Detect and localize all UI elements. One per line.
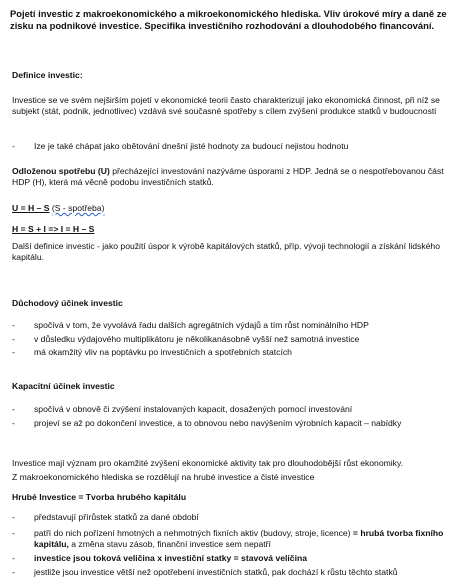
bullet-text <box>34 528 458 550</box>
bullet-text: Ize je také chápat jako obětování dnešní jisté hodnoty za budoucí nejistou hodnotu <box>34 141 349 151</box>
bullet-dash: - <box>12 553 15 563</box>
definice-paragraph: Investice se ve svém nejširším pojetí v ekonomické teorii často charakterizují jako ekonomická činnost, při níž se subjekt (stát, podnik, jednotlivec) vzdává své současné spotřeby s cílem zvýšení produkce statků v budoucnosti <box>12 95 440 116</box>
vyznam-paragraph: Investice mají význam pro okamžité zvýšení ekonomické aktivity tak pro dlouhodobější růst ekonomiky. <box>12 458 404 468</box>
bullet-text: jestliže jsou investice větší než opotřebení investičních statků, pak dochází k růstu těchto statků <box>34 567 398 577</box>
bullet-dash: - <box>12 320 15 330</box>
section-heading-duchodovy: Důchodový účinek investic <box>12 298 123 308</box>
odlozena-spotreba-paragraph <box>12 166 458 188</box>
bullet-text-tail: a změna stavu zásob, finanční investice sem nepatří <box>68 539 271 549</box>
paragraph-text: přecházející investování nazýváme úsporami z HDP. Jedná se o nespotřebovanou část HDP (H), která má věcně podobu investičních statků. <box>12 166 444 187</box>
bullet-dash: - <box>12 528 15 538</box>
bullet-dash: - <box>12 404 15 414</box>
bullet-text: spočívá v obnově či zvýšení instalovaných kapacit, dosažených pomocí investování <box>34 404 353 414</box>
bullet-dash: - <box>12 347 15 357</box>
formula-text: H = S + I => I = H – S <box>12 224 95 234</box>
formula-note: (S - spotřeba) <box>51 203 105 213</box>
bullet-text-bold: = hrubá tvorba fixního kapitálu, <box>34 528 444 549</box>
bullet-text-normal: patří do nich pořízení hmotných a nehmotných fixních aktiv (budovy, stroje, licence) <box>34 528 353 538</box>
bullet-dash: - <box>12 141 15 151</box>
formula-investment <box>12 224 458 235</box>
document-title: Pojetí investic z makroekonomického a mikroekonomického hlediska. Vliv úrokové míry a daně ze zisku na podnikové investice. Specifika investičního rozhodování a dlouhodobého financování. <box>10 8 447 31</box>
bullet-text: má okamžitý vliv na poptávku po investičních a spotřebních statcích <box>34 347 292 357</box>
bullet-dash: - <box>12 418 15 428</box>
section-heading-definice: Definice investic: <box>12 70 83 80</box>
bullet-text: spočívá v tom, že vyvolává řadu dalších agregátních výdajů a tím růst nominálního HDP <box>34 320 369 330</box>
bullet-text: v důsledku výdajového multiplikátoru je několikanásobně vyšší než samotná investice <box>34 334 360 344</box>
section-heading-hrube-investice: Hrubé Investice = Tvorba hrubého kapitálu <box>12 492 187 502</box>
formula-savings <box>12 203 458 214</box>
bullet-text: investice jsou toková veličina x investiční statky = stavová veličina <box>34 553 307 563</box>
formula-main: U = H – S <box>12 203 50 213</box>
bullet-text: projeví se až po dokončení investice, a to obnovou nebo navýšením výrobních kapacit – nabídky <box>34 418 402 428</box>
bullet-dash: - <box>12 334 15 344</box>
section-heading-kapacitni: Kapacitní účinek investic <box>12 381 115 391</box>
dalsi-definice-paragraph: Další definice investic - jako použití úspor k výrobě kapitálových statků, příp. vývoji technologií a získání lidského kapitálu. <box>12 241 440 262</box>
bullet-dash: - <box>12 512 15 522</box>
term-odlozena-spotreba: Odloženou spotřebu (U) <box>12 166 110 176</box>
bullet-dash: - <box>12 567 15 577</box>
bullet-text: představují přírůstek statků za dané období <box>34 512 199 522</box>
rozdeleni-paragraph: Z makroekonomického hlediska se rozdělují na hrubé investice a čisté investice <box>12 472 315 482</box>
